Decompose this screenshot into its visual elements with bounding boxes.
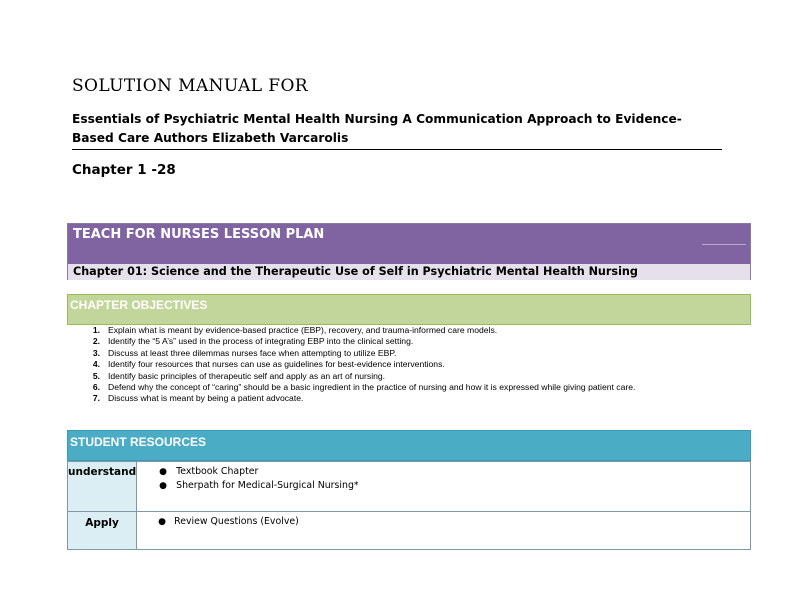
objectives-header: CHAPTER OBJECTIVES: [67, 294, 751, 325]
list-item: 5. Identify basic principles of therapeutic self and apply as an art of nursing.: [92, 370, 386, 381]
lesson-plan-header: [68, 224, 750, 264]
bullet-icon: ●: [158, 517, 166, 527]
list-item: 7. Discuss what is meant by being a patient advocate.: [92, 393, 304, 404]
list-item: 3. Discuss at least three dilemmas nurses face when attempting to utilize EBP.: [92, 347, 397, 358]
list-item: 1. Explain what is meant by evidence-based practice (EBP), recovery, and trauma-informed care models.: [92, 325, 498, 335]
list-item: 4. Identify four resources that nurses can use as guidelines for best-evidence interventions.: [92, 359, 445, 370]
bullet-icon: ●: [159, 467, 167, 477]
document-heading: SOLUTION MANUAL FOR: [72, 76, 309, 96]
list-item: ● Sherpath for Medical-Surgical Nursing*: [159, 480, 359, 491]
resources-table: [67, 461, 751, 550]
book-title: Essentials of Psychiatric Mental Health Nursing A Communication Approach to Evidence-Based Care Authors Elizabeth Varcarolis: [72, 112, 682, 145]
objectives-list: [88, 325, 708, 405]
resources-header: STUDENT RESOURCES: [67, 430, 751, 461]
resource-label: Apply: [68, 512, 137, 550]
resource-label: understand: [68, 462, 137, 512]
list-item: 6. Defend why the concept of “caring” should be a basic ingredient in the practice of nursing and how it is expressed while giving patient care.: [92, 382, 636, 393]
table-row: [68, 462, 751, 512]
chapter-title: Chapter 01: Science and the Therapeutic Use of Self in Psychiatric Mental Health Nursing: [68, 264, 750, 280]
list-item: ● Review Questions (Evolve): [158, 516, 299, 527]
title-divider: [72, 149, 722, 150]
header-inner-rule: [702, 244, 746, 245]
lesson-plan-title: TEACH FOR NURSES LESSON PLAN: [73, 227, 325, 242]
table-row: [68, 512, 751, 550]
lesson-plan-box: [67, 223, 751, 280]
list-item: 2. Identify the “5 A’s” used in the process of integrating EBP into the clinical setting.: [92, 336, 414, 347]
chapter-range: Chapter 1 -28: [72, 162, 176, 178]
list-item: ● Textbook Chapter: [159, 466, 259, 477]
bullet-icon: ●: [159, 481, 167, 491]
